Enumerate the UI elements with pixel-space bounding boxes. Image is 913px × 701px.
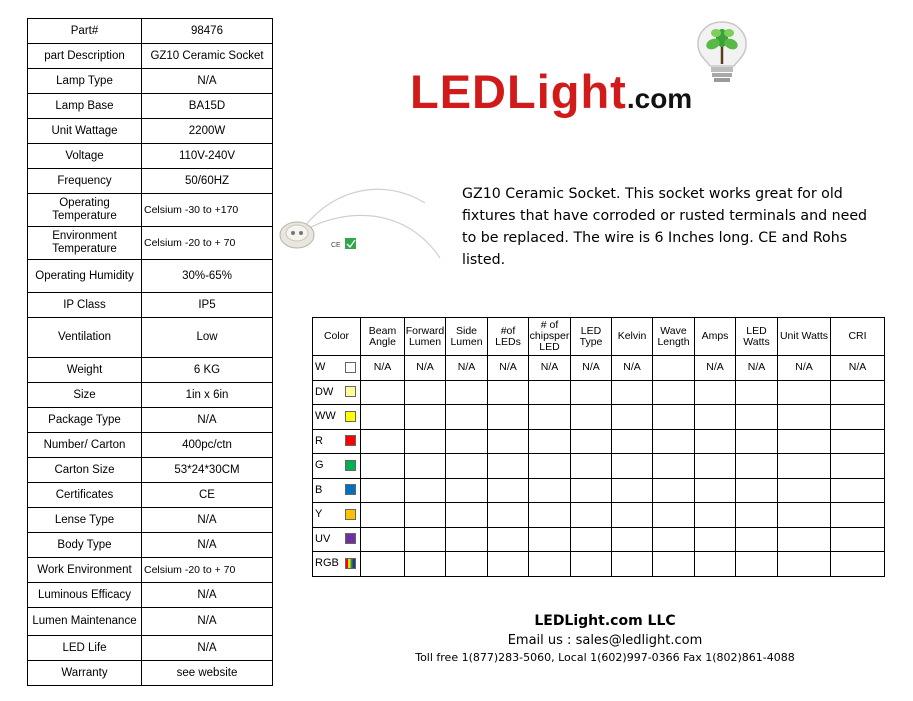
table-cell (361, 429, 405, 454)
table-cell (736, 405, 778, 430)
table-cell (695, 478, 736, 503)
column-header: CRI (831, 318, 885, 356)
table-cell (529, 527, 571, 552)
table-cell (695, 380, 736, 405)
spec-row (28, 458, 273, 483)
color-swatch (345, 460, 356, 471)
table-cell (736, 380, 778, 405)
color-swatch (345, 362, 356, 373)
table-cell (653, 503, 695, 528)
table-cell: N/A (488, 356, 529, 381)
spec-row (28, 69, 273, 94)
table-cell (778, 503, 831, 528)
table-cell: N/A (831, 356, 885, 381)
column-header: Side Lumen (446, 318, 488, 356)
table-cell (653, 552, 695, 577)
spec-label: Operating Temperature (28, 194, 142, 227)
table-cell (831, 503, 885, 528)
table-cell (529, 478, 571, 503)
spec-row (28, 508, 273, 533)
table-cell (831, 405, 885, 430)
table-cell (778, 429, 831, 454)
table-cell: N/A (571, 356, 612, 381)
email-label: Email us : (507, 633, 572, 648)
spec-value: N/A (142, 69, 273, 94)
color-spec-table (312, 317, 885, 577)
table-cell (612, 405, 653, 430)
table-cell (736, 527, 778, 552)
table-cell (778, 478, 831, 503)
color-cell (313, 429, 361, 454)
color-row (313, 356, 885, 381)
column-header: LED Watts (736, 318, 778, 356)
table-cell (695, 527, 736, 552)
spec-row (28, 636, 273, 661)
spec-label: Lense Type (28, 508, 142, 533)
column-header: # of chipsper LED (529, 318, 571, 356)
color-label: R (315, 434, 323, 447)
spec-row (28, 94, 273, 119)
table-cell (736, 478, 778, 503)
table-cell: N/A (695, 356, 736, 381)
color-swatch (345, 484, 356, 495)
spec-row (28, 119, 273, 144)
table-cell (571, 478, 612, 503)
table-cell (361, 527, 405, 552)
spec-label: Weight (28, 358, 142, 383)
table-cell (529, 552, 571, 577)
table-cell (736, 503, 778, 528)
table-cell (736, 552, 778, 577)
spec-row (28, 583, 273, 608)
spec-row (28, 533, 273, 558)
table-cell (695, 429, 736, 454)
table-cell: N/A (778, 356, 831, 381)
color-label: Y (315, 508, 323, 521)
table-cell (778, 380, 831, 405)
color-cell (313, 405, 361, 430)
table-cell (831, 380, 885, 405)
spec-value: 110V-240V (142, 144, 273, 169)
color-swatch (345, 435, 356, 446)
color-label: B (315, 483, 323, 496)
color-row (313, 454, 885, 479)
color-cell (313, 454, 361, 479)
company-name: LEDLight.com LLC (534, 613, 676, 629)
table-cell (446, 429, 488, 454)
spec-value: 50/60HZ (142, 169, 273, 194)
spec-row (28, 19, 273, 44)
spec-label: Luminous Efficacy (28, 583, 142, 608)
table-cell (736, 454, 778, 479)
spec-value: N/A (142, 408, 273, 433)
color-cell (313, 380, 361, 405)
table-cell (488, 552, 529, 577)
spec-row (28, 358, 273, 383)
table-cell: N/A (405, 356, 446, 381)
table-cell (405, 527, 446, 552)
spec-label: LED Life (28, 636, 142, 661)
spec-label: Operating Humidity (28, 260, 142, 293)
table-cell (488, 380, 529, 405)
table-cell (831, 478, 885, 503)
color-cell (313, 356, 361, 381)
table-cell (653, 527, 695, 552)
table-cell: N/A (529, 356, 571, 381)
table-cell (612, 552, 653, 577)
table-cell (571, 503, 612, 528)
table-cell (405, 503, 446, 528)
spec-table (27, 18, 273, 686)
color-swatch (345, 386, 356, 397)
color-cell (313, 503, 361, 528)
spec-value: 2200W (142, 119, 273, 144)
table-cell (612, 478, 653, 503)
column-header: Beam Angle (361, 318, 405, 356)
spec-value: N/A (142, 636, 273, 661)
spec-value: see website (142, 661, 273, 686)
email-link[interactable]: sales@ledlight.com (575, 633, 703, 648)
footer (400, 611, 810, 666)
table-cell (361, 380, 405, 405)
spec-label: Frequency (28, 169, 142, 194)
color-cell (313, 478, 361, 503)
color-swatch (345, 533, 356, 544)
spec-row (28, 408, 273, 433)
spec-row (28, 383, 273, 408)
table-cell: N/A (361, 356, 405, 381)
table-cell (488, 454, 529, 479)
spec-value: 53*24*30CM (142, 458, 273, 483)
table-cell (446, 380, 488, 405)
spec-row (28, 608, 273, 636)
table-cell (446, 454, 488, 479)
table-cell (529, 405, 571, 430)
table-cell (831, 454, 885, 479)
table-cell (361, 478, 405, 503)
table-cell (571, 527, 612, 552)
ceramic-socket-icon (275, 178, 445, 268)
spec-label: Lamp Type (28, 69, 142, 94)
table-cell (488, 429, 529, 454)
table-cell (488, 527, 529, 552)
column-header: Amps (695, 318, 736, 356)
table-cell (446, 527, 488, 552)
spec-row (28, 558, 273, 583)
table-cell (778, 552, 831, 577)
color-row (313, 552, 885, 577)
table-cell (612, 380, 653, 405)
table-cell (653, 405, 695, 430)
table-cell (446, 405, 488, 430)
table-cell (612, 454, 653, 479)
spec-row (28, 293, 273, 318)
email-line (400, 631, 810, 650)
color-label: G (315, 459, 324, 472)
column-header: Color (313, 318, 361, 356)
table-cell (831, 527, 885, 552)
spec-value: N/A (142, 583, 273, 608)
table-cell (361, 454, 405, 479)
spec-value: IP5 (142, 293, 273, 318)
spec-label: Package Type (28, 408, 142, 433)
spec-value: N/A (142, 533, 273, 558)
spec-value: 6 KG (142, 358, 273, 383)
column-header: LED Type (571, 318, 612, 356)
table-cell (488, 405, 529, 430)
table-cell (778, 405, 831, 430)
table-cell (612, 429, 653, 454)
table-cell (778, 527, 831, 552)
table-cell (571, 552, 612, 577)
table-cell (361, 552, 405, 577)
column-header: Forward Lumen (405, 318, 446, 356)
table-cell: N/A (612, 356, 653, 381)
spec-value: 1in x 6in (142, 383, 273, 408)
table-cell: N/A (446, 356, 488, 381)
phone-numbers: Toll free 1(877)283-5060, Local 1(602)997-0366 Fax 1(802)861-4088 (415, 651, 795, 664)
spec-label: Carton Size (28, 458, 142, 483)
table-cell (653, 478, 695, 503)
color-label: DW (315, 385, 334, 398)
color-row (313, 503, 885, 528)
color-row (313, 380, 885, 405)
table-cell (529, 429, 571, 454)
table-cell (446, 478, 488, 503)
color-label: W (315, 361, 326, 374)
spec-row (28, 260, 273, 293)
table-cell (778, 454, 831, 479)
table-cell (736, 429, 778, 454)
table-cell (529, 380, 571, 405)
spec-label: Part# (28, 19, 142, 44)
table-cell (831, 552, 885, 577)
table-cell (405, 429, 446, 454)
spec-row (28, 483, 273, 508)
table-cell (653, 429, 695, 454)
spec-value: BA15D (142, 94, 273, 119)
spec-label: Size (28, 383, 142, 408)
spec-label: Work Environment (28, 558, 142, 583)
table-cell (571, 454, 612, 479)
spec-label: Warranty (28, 661, 142, 686)
spec-label: Environment Temperature (28, 227, 142, 260)
table-cell (695, 552, 736, 577)
color-row (313, 405, 885, 430)
table-cell (571, 429, 612, 454)
color-label: RGB (315, 557, 339, 570)
spec-row (28, 318, 273, 358)
spec-value: CE (142, 483, 273, 508)
spec-row (28, 661, 273, 686)
spec-row (28, 194, 273, 227)
spec-row (28, 227, 273, 260)
spec-value: N/A (142, 508, 273, 533)
logo-domain: .com (626, 83, 693, 114)
table-cell (529, 454, 571, 479)
table-cell (446, 503, 488, 528)
spec-row (28, 433, 273, 458)
table-cell (695, 454, 736, 479)
color-cell (313, 552, 361, 577)
column-header: Wave Length (653, 318, 695, 356)
spec-row (28, 144, 273, 169)
table-cell (361, 503, 405, 528)
table-cell (831, 429, 885, 454)
spec-value: Celsium -20 to + 70 (142, 227, 273, 260)
table-cell (405, 478, 446, 503)
table-cell (529, 503, 571, 528)
spec-label: IP Class (28, 293, 142, 318)
spec-value: Celsium -20 to + 70 (142, 558, 273, 583)
table-cell (612, 527, 653, 552)
table-cell (571, 405, 612, 430)
table-cell (488, 503, 529, 528)
table-cell (405, 380, 446, 405)
logo-brand: LEDLight (410, 65, 627, 118)
spec-label: Certificates (28, 483, 142, 508)
spec-label: Ventilation (28, 318, 142, 358)
column-header: Kelvin (612, 318, 653, 356)
table-cell (653, 454, 695, 479)
color-swatch (345, 509, 356, 520)
column-header: Unit Watts (778, 318, 831, 356)
spec-value: GZ10 Ceramic Socket (142, 44, 273, 69)
table-cell (612, 503, 653, 528)
spec-label: Number/ Carton (28, 433, 142, 458)
table-cell (571, 380, 612, 405)
spec-label: part Description (28, 44, 142, 69)
color-row (313, 478, 885, 503)
table-cell (405, 552, 446, 577)
spec-row (28, 169, 273, 194)
table-cell (695, 503, 736, 528)
brand-logo (410, 65, 693, 118)
table-cell: N/A (736, 356, 778, 381)
table-cell (361, 405, 405, 430)
table-cell (653, 380, 695, 405)
color-swatch (345, 411, 356, 422)
column-header: #of LEDs (488, 318, 529, 356)
bulb-tree-icon (692, 18, 752, 88)
spec-label: Voltage (28, 144, 142, 169)
table-cell (695, 405, 736, 430)
spec-label: Unit Wattage (28, 119, 142, 144)
spec-label: Lamp Base (28, 94, 142, 119)
table-cell (405, 405, 446, 430)
spec-value: 30%-65% (142, 260, 273, 293)
table-cell (446, 552, 488, 577)
color-cell (313, 527, 361, 552)
spec-value: Low (142, 318, 273, 358)
table-cell (405, 454, 446, 479)
color-label: WW (315, 410, 336, 423)
spec-value: 400pc/ctn (142, 433, 273, 458)
color-row (313, 429, 885, 454)
spec-row (28, 44, 273, 69)
color-label: UV (315, 532, 331, 545)
color-row (313, 527, 885, 552)
table-cell (653, 356, 695, 381)
spec-value: Celsium -30 to +170 (142, 194, 273, 227)
spec-label: Body Type (28, 533, 142, 558)
color-table-header (313, 318, 885, 356)
color-swatch (345, 558, 356, 569)
spec-value: 98476 (142, 19, 273, 44)
spec-value: N/A (142, 608, 273, 636)
table-cell (488, 478, 529, 503)
product-description: GZ10 Ceramic Socket. This socket works great for old fixtures that have corroded or rusted terminals and need to be replaced. The wire is 6 Inches long. CE and Rohs listed. (462, 186, 868, 268)
spec-label: Lumen Maintenance (28, 608, 142, 636)
ce-mark: CE (331, 242, 341, 249)
